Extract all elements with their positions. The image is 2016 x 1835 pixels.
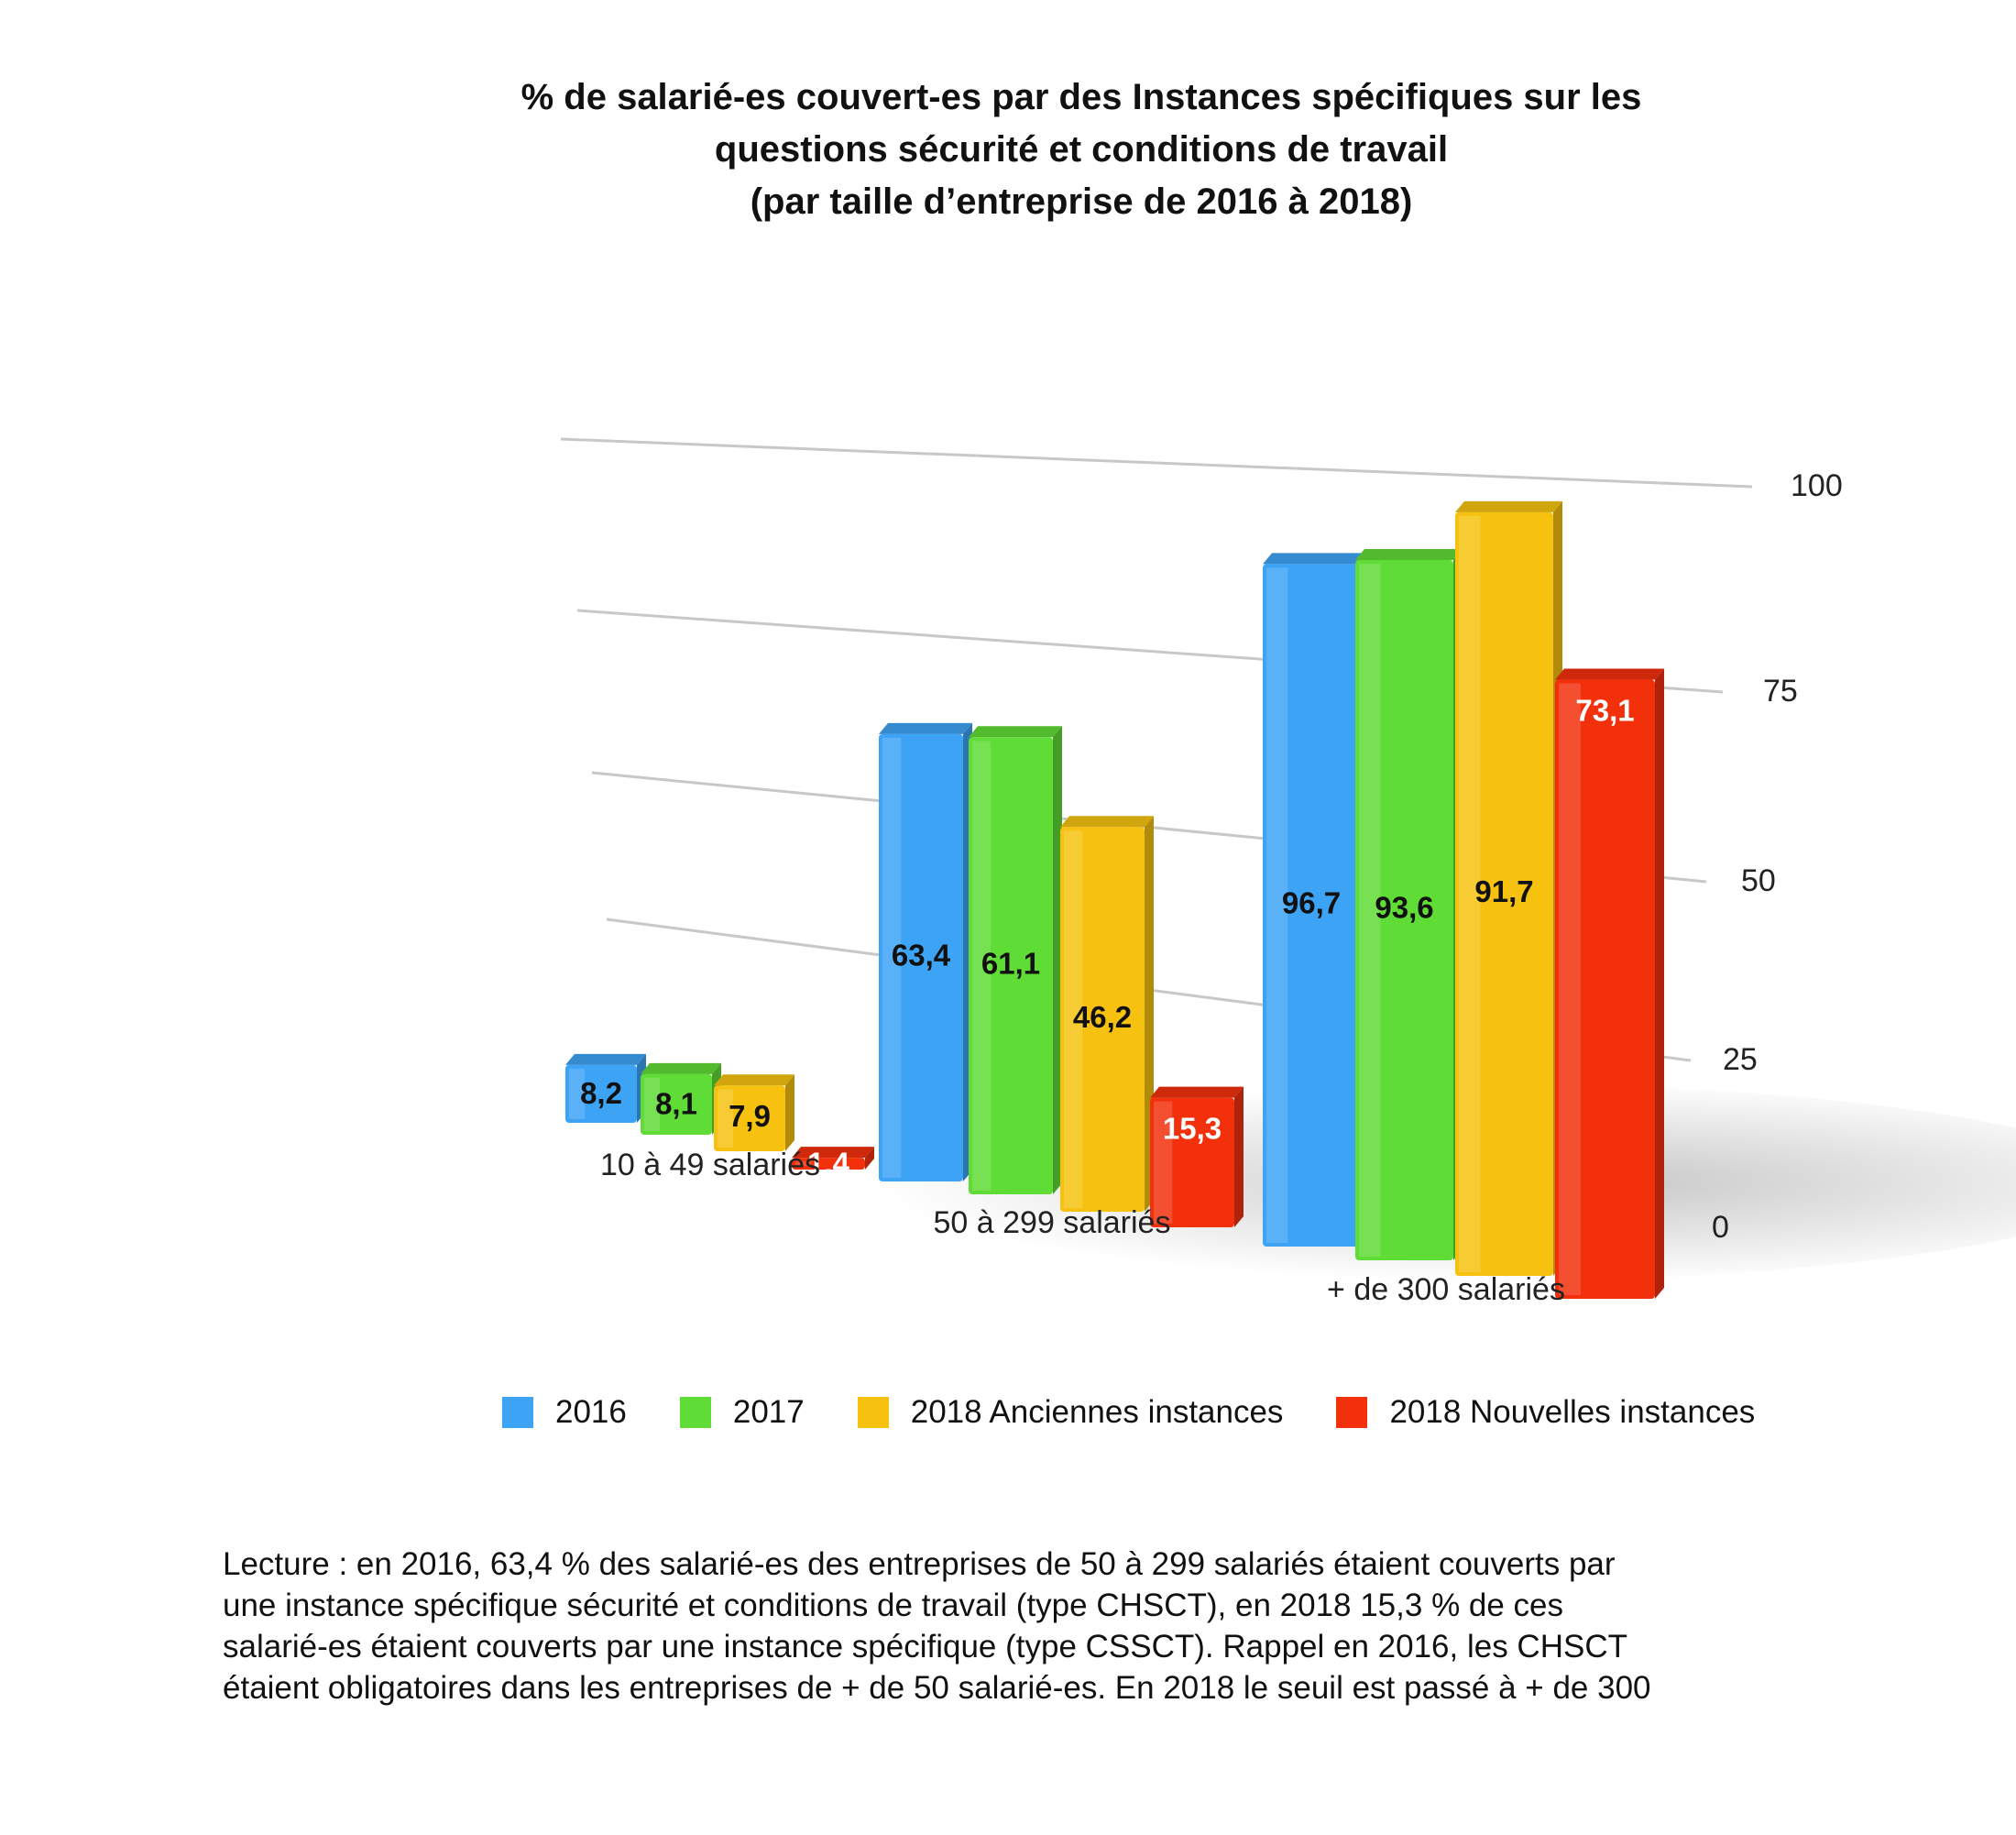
bar-top-50-a-299-salaries-2018-nouvelles-instances: [1150, 1087, 1244, 1098]
legend-item-2017: [680, 1394, 805, 1431]
data-label-50-a-299-salaries-2018-anciennes-instances: 46,2: [1072, 999, 1133, 1034]
y-tick-label-25: 25: [1723, 1041, 1758, 1077]
legend-label-2016: 2016: [555, 1394, 627, 1430]
bar-top-de-300-salaries-2016: [1263, 553, 1369, 564]
legend-swatch-2017: [680, 1397, 711, 1428]
chart-title-line-1: % de salarié-es couvert-es par des Instances spécifiques sur les: [520, 77, 1642, 117]
chart-title-line-3: (par taille d’entreprise de 2016 à 2018): [750, 181, 1413, 222]
legend-item-2018-anciennes: [858, 1394, 1284, 1431]
data-label-50-a-299-salaries-2018-nouvelles-instances: 15,3: [1162, 1111, 1222, 1146]
y-tick-label-50: 50: [1741, 863, 1776, 898]
bar-top-50-a-299-salaries-2018-anciennes-instances: [1060, 816, 1154, 827]
legend-swatch-2018-anciennes: [858, 1397, 889, 1428]
legend-swatch-2016: [502, 1397, 533, 1428]
chart-legend: [502, 1390, 1808, 1435]
note-line-3: salarié-es étaient couverts par une instance spécifique (type CSSCT). Rappel en 2016, les CHSCT: [223, 1629, 1627, 1665]
category-label-de-300-salaries: + de 300 salariés: [1327, 1271, 1565, 1307]
bar-top-de-300-salaries-2017: [1355, 549, 1463, 560]
y-tick-label-0: 0: [1712, 1209, 1729, 1245]
bar-top-de-300-salaries-2018-anciennes-instances: [1455, 501, 1562, 512]
bar-side-de-300-salaries-2018-nouvelles-instances: [1655, 669, 1664, 1299]
data-label-50-a-299-salaries-2017: 61,1: [981, 946, 1041, 981]
bar-top-10-a-49-salaries-2018-anciennes-instances: [714, 1074, 794, 1085]
legend-label-2018-nouvelles: 2018 Nouvelles instances: [1389, 1394, 1756, 1430]
data-label-de-300-salaries-2017: 93,6: [1375, 890, 1434, 925]
bar-highlight-de-300-salaries-2018-nouvelles-instances: [1559, 684, 1581, 1295]
data-label-10-a-49-salaries-2018-anciennes-instances: 7,9: [729, 1098, 771, 1133]
legend-label-2018-anciennes: 2018 Anciennes instances: [910, 1394, 1284, 1430]
bar-side-10-a-49-salaries-2018-anciennes-instances: [785, 1074, 794, 1151]
data-label-50-a-299-salaries-2016: 63,4: [891, 938, 951, 972]
category-label-50-a-299-salaries: 50 à 299 salariés: [933, 1204, 1171, 1240]
category-label-10-a-49-salaries: 10 à 49 salariés: [599, 1147, 821, 1182]
bar-top-10-a-49-salaries-2016: [565, 1054, 646, 1065]
data-label-de-300-salaries-2018-anciennes-instances: 91,7: [1474, 874, 1534, 909]
note-line-4: étaient obligatoires dans les entreprises de + de 50 salarié-es. En 2018 le seuil est passé à + de 300: [223, 1670, 1651, 1706]
chart-title-line-2: questions sécurité et conditions de travail: [714, 129, 1449, 170]
bar-side-50-a-299-salaries-2018-nouvelles-instances: [1234, 1087, 1244, 1227]
legend-swatch-2018-nouvelles: [1336, 1397, 1367, 1428]
data-label-10-a-49-salaries-2017: 8,1: [655, 1086, 697, 1121]
data-label-10-a-49-salaries-2016: 8,2: [580, 1076, 622, 1111]
note-line-2: une instance spécifique sécurité et conditions de travail (type CHSCT), en 2018 15,3 % de ces: [223, 1588, 1564, 1623]
data-label-10-a-49-salaries-2018-nouvelles-instances: 1,4: [807, 1146, 849, 1181]
bar-top-50-a-299-salaries-2016: [879, 723, 972, 734]
note-line-1: Lecture : en 2016, 63,4 % des salarié-es des entreprises de 50 à 299 salariés étaient couverts par: [223, 1546, 1616, 1582]
bar-top-50-a-299-salaries-2017: [969, 726, 1062, 737]
bar-top-10-a-49-salaries-2017: [641, 1063, 721, 1074]
legend-item-2016: [502, 1394, 627, 1431]
legend-item-2018-nouvelles: [1336, 1394, 1755, 1431]
bar-top-de-300-salaries-2018-nouvelles-instances: [1555, 669, 1664, 680]
y-tick-label-75: 75: [1763, 673, 1798, 709]
data-label-de-300-salaries-2016: 96,7: [1281, 885, 1342, 920]
legend-label-2017: 2017: [732, 1394, 805, 1430]
data-label-de-300-salaries-2018-nouvelles-instances: 73,1: [1575, 693, 1635, 728]
reading-note: [223, 1544, 1991, 1709]
y-tick-label-100: 100: [1791, 467, 1843, 503]
gridline-100: [561, 439, 1752, 487]
